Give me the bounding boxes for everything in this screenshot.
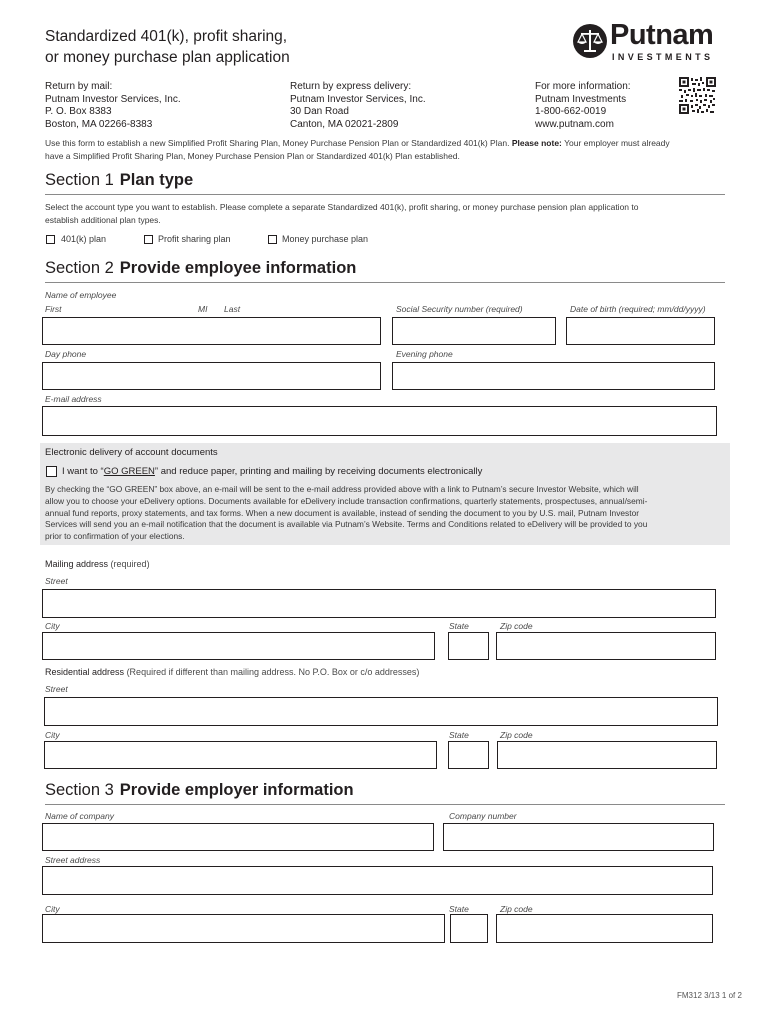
plan-profit-sharing-label: Profit sharing plan [158, 234, 231, 244]
plan-401k-checkbox[interactable] [46, 235, 55, 244]
section-3-rule [45, 804, 725, 805]
first-name-label: First [45, 304, 62, 314]
residential-city-field[interactable] [44, 741, 437, 769]
residential-city-label: City [45, 730, 60, 740]
ssn-label: Social Security number (required) [396, 304, 523, 314]
dob-label: Date of birth (required; mm/dd/yyyy) [570, 304, 706, 314]
section-1-instructions: Select the account type you want to establish. Please complete a separate Standardized 401(k), profit sharing, or money purchase pension plan application to establish additional plan types. [45, 202, 639, 225]
qr-code-icon [679, 77, 716, 114]
residential-street-field[interactable] [44, 697, 718, 726]
section-2-heading: Section 2 Provide employee information [45, 259, 357, 277]
employer-zip-field[interactable] [496, 914, 713, 943]
edelivery-heading: Electronic delivery of account documents [45, 447, 218, 458]
mailing-state-field[interactable] [448, 632, 489, 660]
residential-zip-label: Zip code [500, 730, 533, 740]
mailing-zip-label: Zip code [500, 621, 533, 631]
company-name-label: Name of company [45, 811, 114, 821]
name-of-employee-label: Name of employee [45, 290, 117, 300]
evening-phone-field[interactable] [392, 362, 715, 390]
mailing-street-field[interactable] [42, 589, 716, 618]
mailing-street-label: Street [45, 576, 68, 586]
dob-field[interactable] [566, 317, 715, 345]
company-name-field[interactable] [42, 823, 434, 851]
employer-state-field[interactable] [450, 914, 488, 943]
brand-subtitle: INVESTMENTS [612, 52, 714, 62]
employer-street-label: Street address [45, 855, 101, 865]
plan-money-purchase-checkbox[interactable] [268, 235, 277, 244]
mailing-zip-field[interactable] [496, 632, 716, 660]
form-title: Standardized 401(k), profit sharing, or money purchase plan application [45, 28, 290, 66]
evening-phone-label: Evening phone [396, 349, 453, 359]
section-1-rule [45, 194, 725, 195]
more-information: For more information: Putnam Investments 1-800-662-0019 www.putnam.com [535, 81, 631, 130]
last-name-label: Last [224, 304, 241, 314]
putnam-logo [572, 19, 728, 62]
employer-zip-label: Zip code [500, 904, 533, 914]
plan-profit-sharing-checkbox[interactable] [144, 235, 153, 244]
go-green-checkbox[interactable] [46, 466, 57, 477]
brand-name: Putnam [610, 19, 714, 51]
employer-city-field[interactable] [42, 914, 445, 943]
intro-text: Use this form to establish a new Simplified Profit Sharing Plan, Money Purchase Pension Plan or Standardized 401(k) Plan. Please note: Your employer must already have a Simplified Profit Sharing Plan, Money Purchase Pension Plan or Standardized 401(k) Plan established. [45, 138, 670, 161]
plan-401k-label: 401(k) plan [61, 234, 107, 244]
residential-address-heading: Residential address (Required if different than mailing address. No P.O. Box or c/o addresses) [45, 667, 420, 677]
email-label: E-mail address [45, 394, 102, 404]
section-2-rule [45, 282, 725, 283]
employer-state-label: State [449, 904, 469, 914]
mailing-state-label: State [449, 621, 469, 631]
mailing-city-label: City [45, 621, 60, 631]
residential-zip-field[interactable] [497, 741, 717, 769]
company-number-label: Company number [449, 811, 517, 821]
section-1-heading: Section 1 Plan type [45, 171, 194, 189]
residential-state-label: State [449, 730, 469, 740]
residential-state-field[interactable] [448, 741, 489, 769]
employer-street-field[interactable] [42, 866, 713, 895]
section-3-heading: Section 3 Provide employer information [45, 781, 354, 799]
plan-money-purchase-label: Money purchase plan [282, 234, 369, 244]
day-phone-field[interactable] [42, 362, 381, 390]
ssn-field[interactable] [392, 317, 556, 345]
return-by-mail: Return by mail: Putnam Investor Services, Inc. P. O. Box 8383 Boston, MA 02266-8383 [45, 81, 181, 130]
edelivery-body: By checking the “GO GREEN” box above, an e-mail will be sent to the e-mail address provided above with a link to Putnam’s secure Investor Website, which will allow you to choose your eDelivery options. Documents available for eDelivery include transaction confirmations, quarterly statements, prospectuses, annual/semi- annual fund reports, proxy statements, and tax forms. When a new document is available, instead of sending the document to you by U.S. mail, Putnam Investor Services will send you an e-mail notification that the document is available via Putnam’s Website. Terms and Conditions related to eDelivery will be provided to you prior to confirmation of your elections. [45, 484, 648, 542]
go-green-link[interactable]: GO GREEN [103, 466, 155, 477]
company-number-field[interactable] [443, 823, 714, 851]
employer-city-label: City [45, 904, 60, 914]
go-green-label: I want to “GO GREEN” and reduce paper, printing and mailing by receiving documents electronically [62, 466, 483, 477]
day-phone-label: Day phone [45, 349, 87, 359]
return-by-express: Return by express delivery: Putnam Investor Services, Inc. 30 Dan Road Canton, MA 02021-2809 [290, 81, 426, 130]
mi-label: MI [198, 304, 208, 314]
email-field[interactable] [42, 406, 717, 436]
mailing-city-field[interactable] [42, 632, 435, 660]
employee-name-field[interactable] [42, 317, 381, 345]
scales-icon [572, 23, 608, 59]
residential-street-label: Street [45, 684, 68, 694]
form-code-footer: FM312 3/13 1 of 2 [677, 991, 742, 1000]
mailing-address-heading: Mailing address (required) [45, 559, 150, 569]
